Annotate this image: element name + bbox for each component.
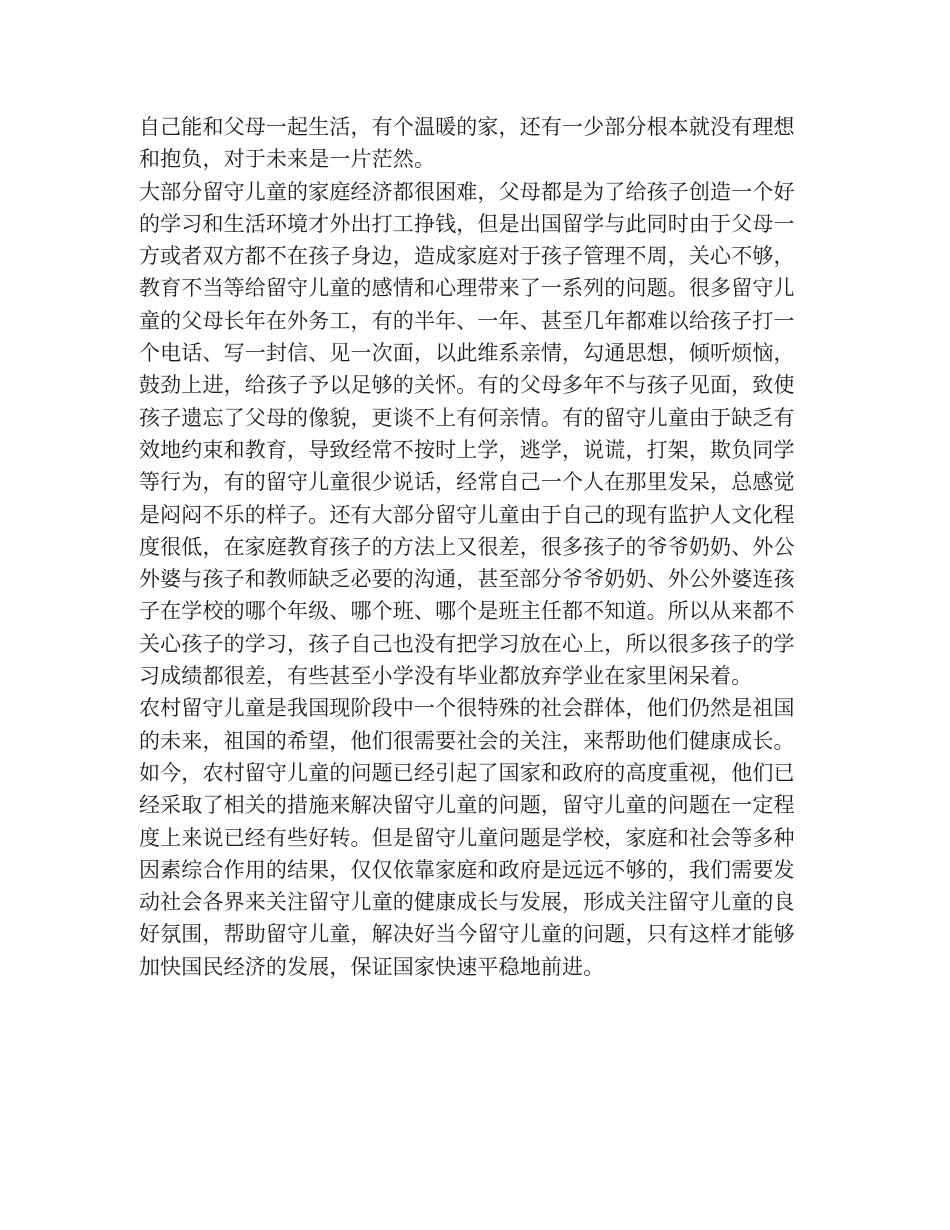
text-line: 等行为，有的留守儿童很少说话，经常自己一个人在那里发呆，总感觉 [139,470,795,495]
text-line: 因素综合作用的结果，仅仅依靠家庭和政府是远远不够的，我们需要发 [139,857,795,882]
text-line: 子在学校的哪个年级、哪个班、哪个是班主任都不知道。所以从来都不 [139,599,795,624]
text-line: 孩子遗忘了父母的像貌，更谈不上有何亲情。有的留守儿童由于缺乏有 [139,405,795,430]
text-line: 鼓劲上进，给孩子予以足够的关怀。有的父母多年不与孩子见面，致使 [139,373,795,398]
text-line: 外婆与孩子和教师缺乏必要的沟通，甚至部分爷爷奶奶、外公外婆连孩 [139,567,795,592]
text-line: 大部分留守儿童的家庭经济都很困难，父母都是为了给孩子创造一个好 [139,179,795,204]
text-line: 好氛围，帮助留守儿童，解决好当今留守儿童的问题，只有这样才能够 [139,922,795,947]
text-line: 经采取了相关的措施来解决留守儿童的问题，留守儿童的问题在一定程 [139,793,795,818]
body-text [139,111,819,983]
text-line: 童的父母长年在外务工，有的半年、一年、甚至几年都难以给孩子打一 [139,308,795,333]
text-line: 的学习和生活环境才外出打工挣钱，但是出国留学与此同时由于父母一 [139,211,795,236]
text-line: 度很低，在家庭教育孩子的方法上又很差，很多孩子的爷爷奶奶、外公 [139,534,795,559]
text-line: 农村留守儿童是我国现阶段中一个很特殊的社会群体，他们仍然是祖国 [139,696,795,721]
text-line: 习成绩都很差，有些甚至小学没有毕业都放弃学业在家里闲呆着。 [139,664,753,689]
text-line: 关心孩子的学习，孩子自己也没有把学习放在心上，所以很多孩子的学 [139,631,795,656]
text-line: 如今，农村留守儿童的问题已经引起了国家和政府的高度重视，他们已 [139,760,795,785]
text-line: 和抱负，对于未来是一片茫然。 [139,147,436,172]
text-line: 度上来说已经有些好转。但是留守儿童问题是学校，家庭和社会等多种 [139,825,795,850]
text-line: 加快国民经济的发展，保证国家快速平稳地前进。 [139,954,605,979]
text-line: 个电话、写一封信、见一次面，以此维系亲情，勾通思想，倾听烦恼， [139,341,795,366]
text-line: 自己能和父母一起生活，有个温暖的家，还有一少部分根本就没有理想 [139,115,795,139]
text-line: 教育不当等给留守儿童的感情和心理带来了一系列的问题。很多留守儿 [139,276,795,301]
text-line: 效地约束和教育，导致经常不按时上学，逃学，说谎，打架，欺负同学 [139,437,795,462]
text-line: 方或者双方都不在孩子身边，造成家庭对于孩子管理不周，关心不够， [139,244,795,269]
text-line: 动社会各界来关注留守儿童的健康成长与发展，形成关注留守儿童的良 [139,890,795,915]
text-line: 是闷闷不乐的样子。还有大部分留守儿童由于自己的现有监护人文化程 [139,502,795,527]
text-line: 的未来，祖国的希望，他们很需要社会的关注，来帮助他们健康成长。 [139,728,795,753]
